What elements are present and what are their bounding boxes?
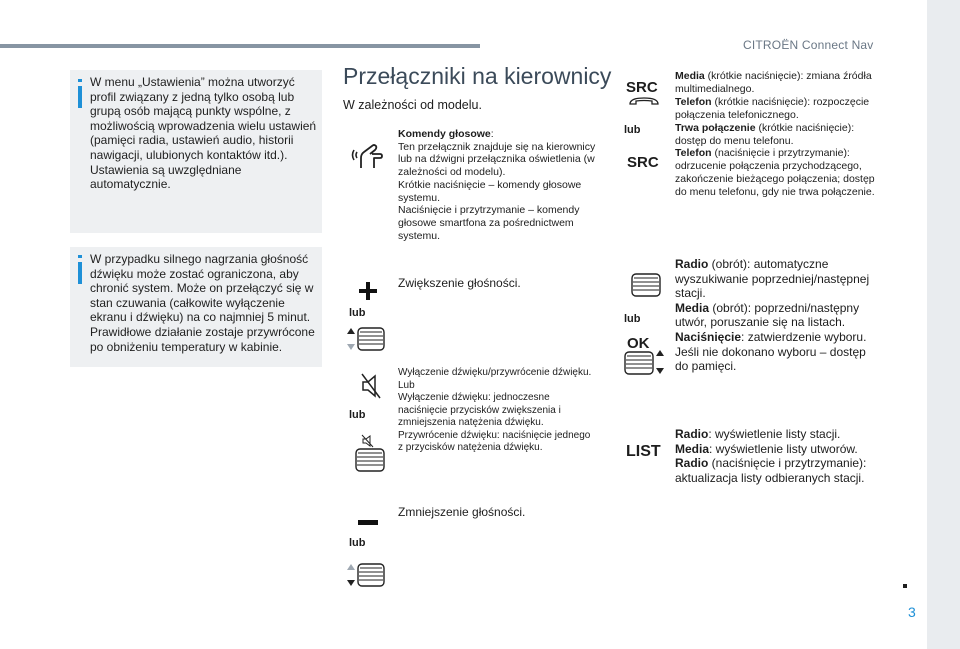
page-marker [903,584,907,588]
info-text-profile: W menu „Ustawienia” można utworzyć profil związany z jedną tylko osobą lub grupą osób mającą punkty wspólne, z możliwością wprowadzenia wielu ustawień (pamięci radia, ustawień audio, historii nawigacji, ulubionych kontaktów itd.). Ustawienia są uwzględniane automatycznie. [90,75,317,192]
mute-icon [361,372,381,400]
radio-description: Radio (obrót): automatyczne wyszukiwanie poprzedniej/następnej stacji. Media (obrót): poprzedni/następny utwór, poruszanie się na listach. Naciśnięcie: zatwierdzenie wyboru. Jeśli nie dokonano wyboru – dostęp do pamięci. [675,257,870,374]
thumbwheel-down-icon [347,562,387,588]
or-label: lub [349,307,366,319]
volume-up-text: Zwiększenie głośności. [398,276,521,290]
section-intro: W zależności od modelu. [343,98,482,112]
minus-icon [358,520,378,526]
thumbwheel-icon [355,448,385,472]
ok-button-label: OK [627,335,650,352]
plus-icon [359,282,377,300]
src-button-label-2: SRC [627,154,659,171]
section-title: Przełączniki na kierownicy [343,63,612,89]
info-icon [78,79,82,82]
header-rule [0,44,480,48]
info-box-profile [70,70,322,233]
or-label: lub [349,537,366,549]
info-bar [78,262,82,284]
voice-command-text: Komendy głosowe: Ten przełącznik znajduje się na kierownicy lub na dźwigni przełącznika oświetlenia (w zależności od modelu). Krótkie naciśnięcie – komendy głosowe systemu. Naciśnięcie i przytrzymanie – komendy głosowe smartfona za pośrednictwem systemu. [398,128,596,242]
info-text-temperature: W przypadku silnego nagrzania głośność dźwięku może zostać ograniczona, aby chronić system. Może on przełączyć się w stan czuwania (całkowite wyłączenie ekranu i dźwięku) na co najmniej 5 minut. Prawidłowe działanie zostaje przywrócone po obniżeniu temperatury w kabinie. [90,252,315,354]
list-description: Radio: wyświetlenie listy stacji. Media: wyświetlenie listy utworów. Radio (naciśnięcie i przytrzymanie): aktualizacja listy odbieranych stacji. [675,427,867,485]
voice-command-icon [350,136,386,172]
list-button-label: LIST [626,443,661,460]
mute-small-icon [362,434,374,448]
phone-hangup-icon [628,96,660,106]
info-box-temperature [70,247,322,367]
src-description: Media (krótkie naciśnięcie): zmiana źródła multimedialnego. Telefon (krótkie naciśnięcie): rozpoczęcie połączenia telefonicznego. Trwa połączenie (krótkie naciśnięcie): dostęp do menu telefonu. Telefon (naciśnięcie i przytrzymanie): odrzucenie połączenia przychodzącego, zakończenie bieżącego połączenia; dostęp do menu telefonu, gdy nie trwa połączenie. [675,70,875,199]
thumbwheel-ok-icon [624,350,666,376]
mute-text: Wyłączenie dźwięku/przywrócenie dźwięku. Lub Wyłączenie dźwięku: jednoczesne naciśnięcie przycisków zwiększenia i zmniejszenia natężenia dźwięku. Przywrócenie dźwięku: naciśnięcie jednego z przycisków natężenia dźwięku. [398,367,592,453]
thumbwheel-up-icon [347,326,387,352]
brand-title: CITROËN Connect Nav [743,38,874,52]
src-button-label: SRC [626,79,658,96]
or-label: lub [624,124,641,136]
thumbwheel-icon [631,273,661,297]
info-bar [78,86,82,108]
or-label: lub [624,313,641,325]
page-number: 3 [908,604,916,620]
volume-down-text: Zmniejszenie głośności. [398,505,526,519]
page-edge-band [927,0,960,649]
info-icon [78,255,82,258]
or-label: lub [349,409,366,421]
